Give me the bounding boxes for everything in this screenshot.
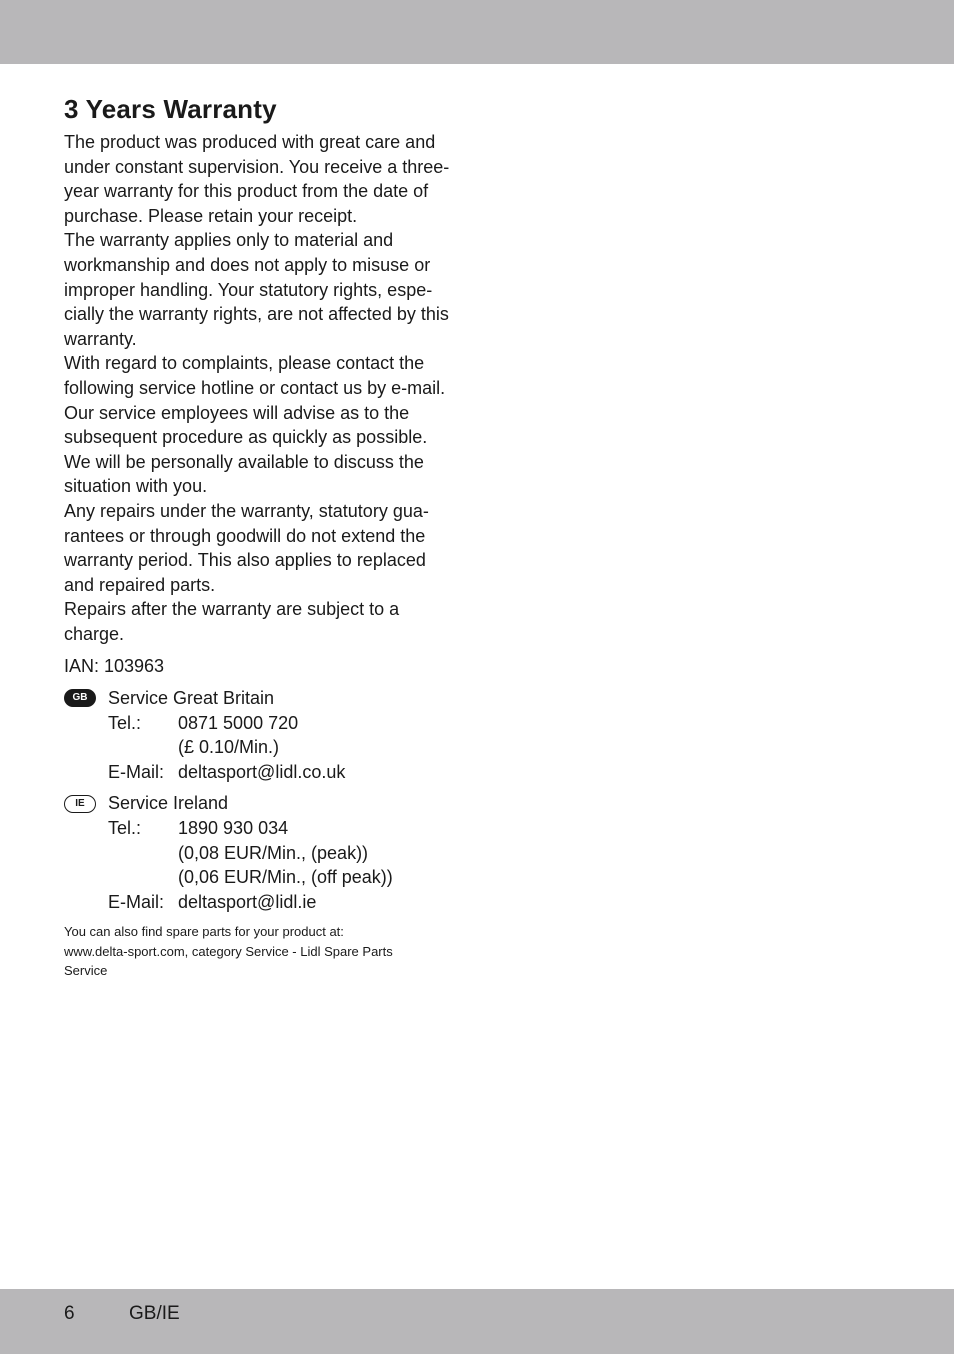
tel-label: Tel.: <box>108 712 142 733</box>
warranty-body: The product was produced with great care and under constant supervision. You receive a three- year warranty for this product from the date of purchase. Please retain your receipt. The warranty applies only to material and workmanship and does not apply to misuse or improper handling. Your statutory rights, espe- cially the warranty rights, are not affected by this warranty. With regard to complaints, please contact the following service hotline or contact us by e-mail. Our service employees will advise as to the subsequent procedure as quickly as possible. We will be personally available to discuss the situation with you. Any repairs under the warranty, statutory gua- rantees or through goodwill do not extend the warranty period. This also applies to replaced and repaired parts. Repairs after the warranty are subject to a charge. <box>64 132 450 644</box>
service-great-britain <box>64 686 459 784</box>
service-name: Service Ireland <box>108 793 229 814</box>
ie-country-badge-icon: IE <box>64 795 96 813</box>
tel-rate: (£ 0.10/Min.) <box>178 737 280 758</box>
tel-rate-peak: (0,08 EUR/Min., (peak)) <box>178 842 369 863</box>
email-label: E-Mail: <box>108 761 165 782</box>
tel-label: Tel.: <box>108 818 142 839</box>
tel-number: 0871 5000 720 <box>178 712 299 733</box>
email-address: deltasport@lidl.ie <box>178 891 317 912</box>
warranty-section <box>64 92 459 981</box>
email-address: deltasport@lidl.co.uk <box>178 761 346 782</box>
tel-rate-off-peak: (0,06 EUR/Min., (off peak)) <box>178 867 393 888</box>
page-title: 3 Years Warranty <box>64 94 277 124</box>
spare-parts-note: You can also find spare parts for your product at: www.delta-sport.com, category Service - Lidl Spare Parts Service <box>64 924 393 979</box>
gb-country-badge-icon: GB <box>64 689 96 707</box>
service-name: Service Great Britain <box>108 688 275 709</box>
header-band <box>0 0 954 64</box>
tel-number: 1890 930 034 <box>178 818 289 839</box>
service-ireland <box>64 791 459 914</box>
email-label: E-Mail: <box>108 891 165 912</box>
page-number: 6 <box>64 1303 75 1324</box>
page-language: GB/IE <box>129 1303 180 1324</box>
ian-number: IAN: 103963 <box>64 656 165 677</box>
